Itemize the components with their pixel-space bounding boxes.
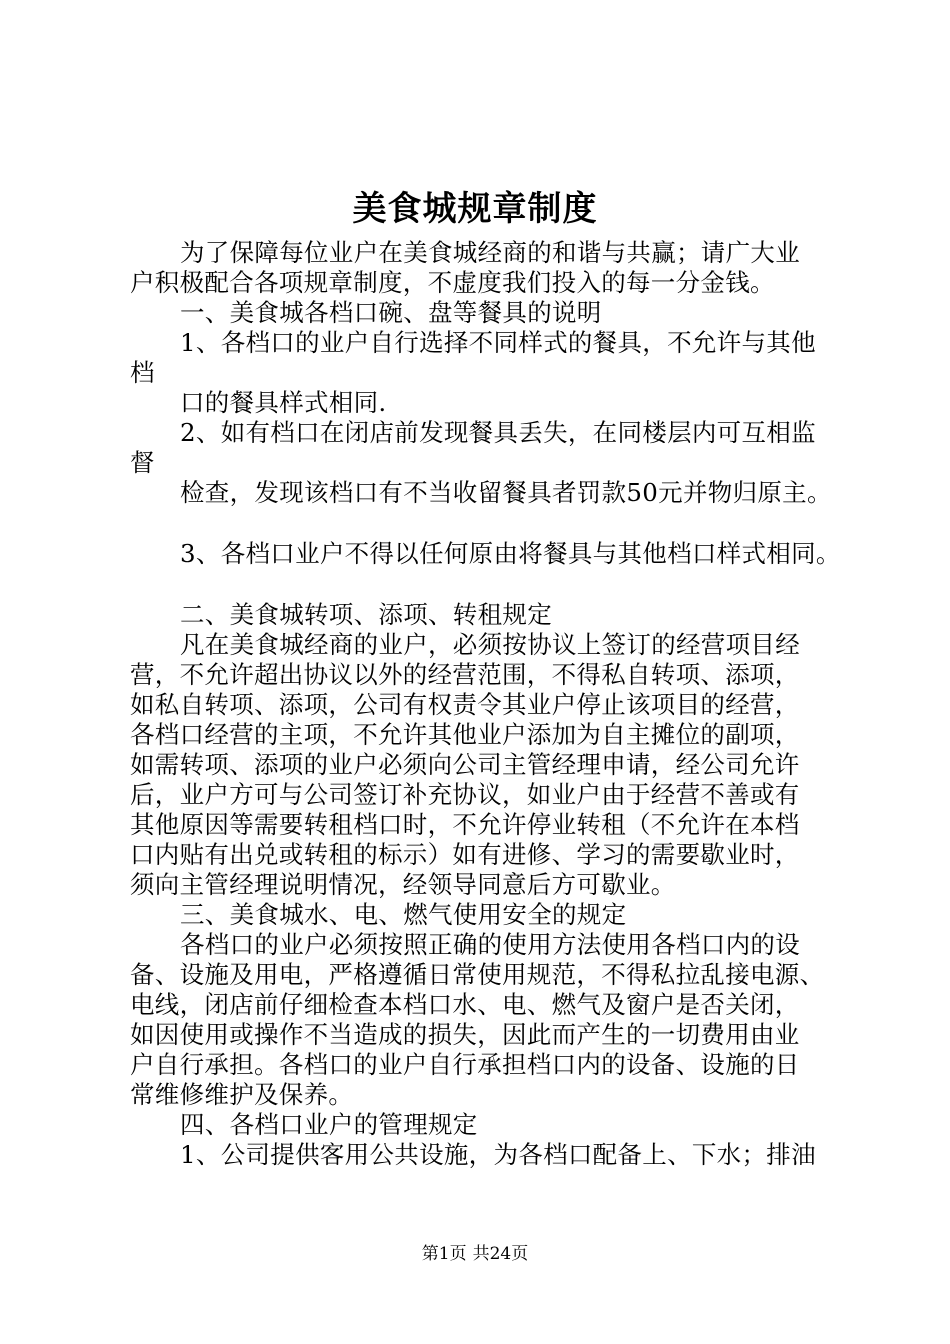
section-heading: 二、美食城转项、添项、转租规定 — [180, 600, 552, 629]
document-title: 美食城规章制度 — [352, 189, 598, 229]
paragraph-line: 如私自转项、添项，公司有权责令其业户停止该项目的经营， — [130, 690, 800, 719]
section-heading: 四、各档口业户的管理规定 — [180, 1110, 478, 1139]
paragraph-line: 如需转项、添项的业户必须向公司主管经理申请，经公司允许 — [130, 750, 800, 779]
paragraph-line: 口内贴有出兑或转租的标示）如有进修、学习的需要歇业时， — [130, 840, 800, 869]
paragraph-line: 其他原因等需要转租档口时，不允许停业转租（不允许在本档 — [130, 810, 800, 839]
document-body — [130, 238, 850, 1170]
paragraph-line: 户自行承担。各档口的业户自行承担档口内的设备、设施的日 — [130, 1050, 800, 1079]
paragraph-line: 后，业户方可与公司签订补充协议，如业户由于经营不善或有 — [130, 780, 800, 809]
paragraph-line: 各档口的业户必须按照正确的使用方法使用各档口内的设 — [180, 930, 800, 959]
paragraph-line: 检查，发现该档口有不当收留餐具者罚款50元并物归原主。 — [180, 478, 832, 507]
paragraph-line: 为了保障每位业户在美食城经商的和谐与共赢；请广大业 — [180, 238, 800, 267]
paragraph-line: 如因使用或操作不当造成的损失，因此而产生的一切费用由业 — [130, 1020, 800, 1049]
paragraph-line: 各档口经营的主项，不允许其他业户添加为自主摊位的副项， — [130, 720, 800, 749]
blank-line — [130, 508, 850, 539]
page-number: 第1页 — [421, 1244, 467, 1264]
paragraph-line: 档 — [130, 358, 155, 387]
paragraph-line: 1、公司提供客用公共设施，为各档口配备上、下水；排油 — [180, 1140, 816, 1169]
paragraph-line: 须向主管经理说明情况，经领导同意后方可歇业。 — [130, 870, 676, 899]
paragraph-line: 1、各档口的业户自行选择不同样式的餐具，不允许与其他 — [180, 328, 816, 357]
page-footer — [0, 1243, 950, 1265]
section-heading: 一、美食城各档口碗、盘等餐具的说明 — [180, 298, 602, 327]
paragraph-line: 口的餐具样式相同. — [180, 388, 387, 417]
paragraph-line: 电线，闭店前仔细检查本档口水、电、燃气及窗户是否关闭， — [130, 990, 800, 1019]
paragraph-line: 凡在美食城经商的业户，必须按协议上签订的经营项目经 — [180, 630, 800, 659]
paragraph-line: 户积极配合各项规章制度，不虚度我们投入的每一分金钱。 — [130, 268, 775, 297]
paragraph-line: 备、设施及用电，严格遵循日常使用规范，不得私拉乱接电源、 — [130, 960, 825, 989]
paragraph-line: 督 — [130, 448, 155, 477]
paragraph-line: 营，不允许超出协议以外的经营范围，不得私自转项、添项， — [130, 660, 800, 689]
section-heading: 三、美食城水、电、燃气使用安全的规定 — [180, 900, 627, 929]
blank-line — [130, 569, 850, 600]
page-total: 共24页 — [472, 1244, 529, 1264]
paragraph-line: 常维修维护及保养。 — [130, 1080, 354, 1109]
paragraph-line: 3、各档口业户不得以任何原由将餐具与其他档口样式相同。 — [180, 539, 841, 568]
paragraph-line: 2、如有档口在闭店前发现餐具丢失，在同楼层内可互相监 — [180, 418, 816, 447]
